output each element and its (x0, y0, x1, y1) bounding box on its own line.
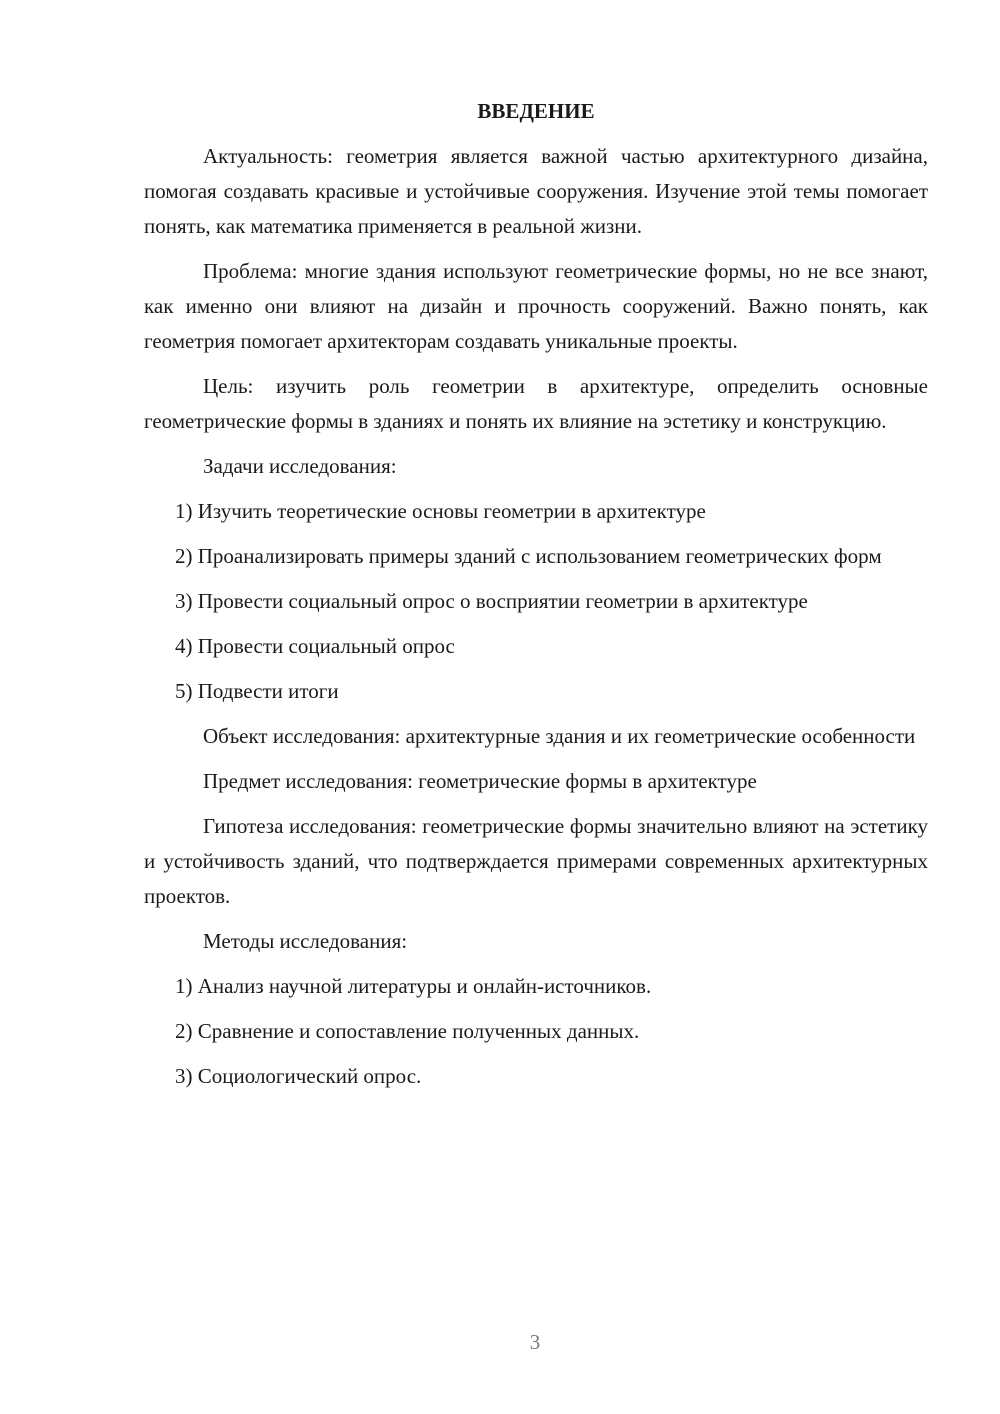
object-paragraph: Объект исследования: архитектурные здания и их геометрические особенности (203, 724, 916, 748)
task-item-2: 2) Проанализировать примеры зданий с использованием геометрических форм (175, 544, 882, 568)
method-item-3: 3) Социологический опрос. (175, 1064, 422, 1088)
document-body (144, 94, 928, 1104)
task-item-4: 4) Провести социальный опрос (175, 634, 455, 658)
task-item-5: 5) Подвести итоги (175, 679, 339, 703)
goal-paragraph: Цель: изучить роль геометрии в архитектуре, определить основные геометрические формы в зданиях и понять их влияние на эстетику и конструкцию. (144, 374, 928, 433)
problem-paragraph: Проблема: многие здания используют геометрические формы, но не все знают, как именно они влияют на дизайн и прочность сооружений. Важно понять, как геометрия помогает архитекторам создавать уникальные проекты. (144, 259, 928, 353)
subject-paragraph: Предмет исследования: геометрические формы в архитектуре (203, 769, 757, 793)
method-item-1: 1) Анализ научной литературы и онлайн-источников. (175, 974, 652, 998)
methods-heading: Методы исследования: (203, 929, 408, 953)
page-number: 3 (529, 1330, 541, 1354)
method-item-2: 2) Сравнение и сопоставление полученных данных. (175, 1019, 640, 1043)
task-item-1: 1) Изучить теоретические основы геометрии в архитектуре (175, 499, 706, 523)
section-title: ВВЕДЕНИЕ (477, 99, 595, 123)
hypothesis-paragraph: Гипотеза исследования: геометрические формы значительно влияют на эстетику и устойчивость зданий, что подтверждается примерами современных архитектурных проектов. (144, 814, 928, 908)
task-item-3: 3) Провести социальный опрос о восприятии геометрии в архитектуре (175, 589, 808, 613)
relevance-paragraph: Актуальность: геометрия является важной частью архитектурного дизайна, помогая создавать красивые и устойчивые сооружения. Изучение этой темы помогает понять, как математика применяется в реальной жизни. (144, 144, 928, 238)
tasks-heading: Задачи исследования: (203, 454, 397, 478)
